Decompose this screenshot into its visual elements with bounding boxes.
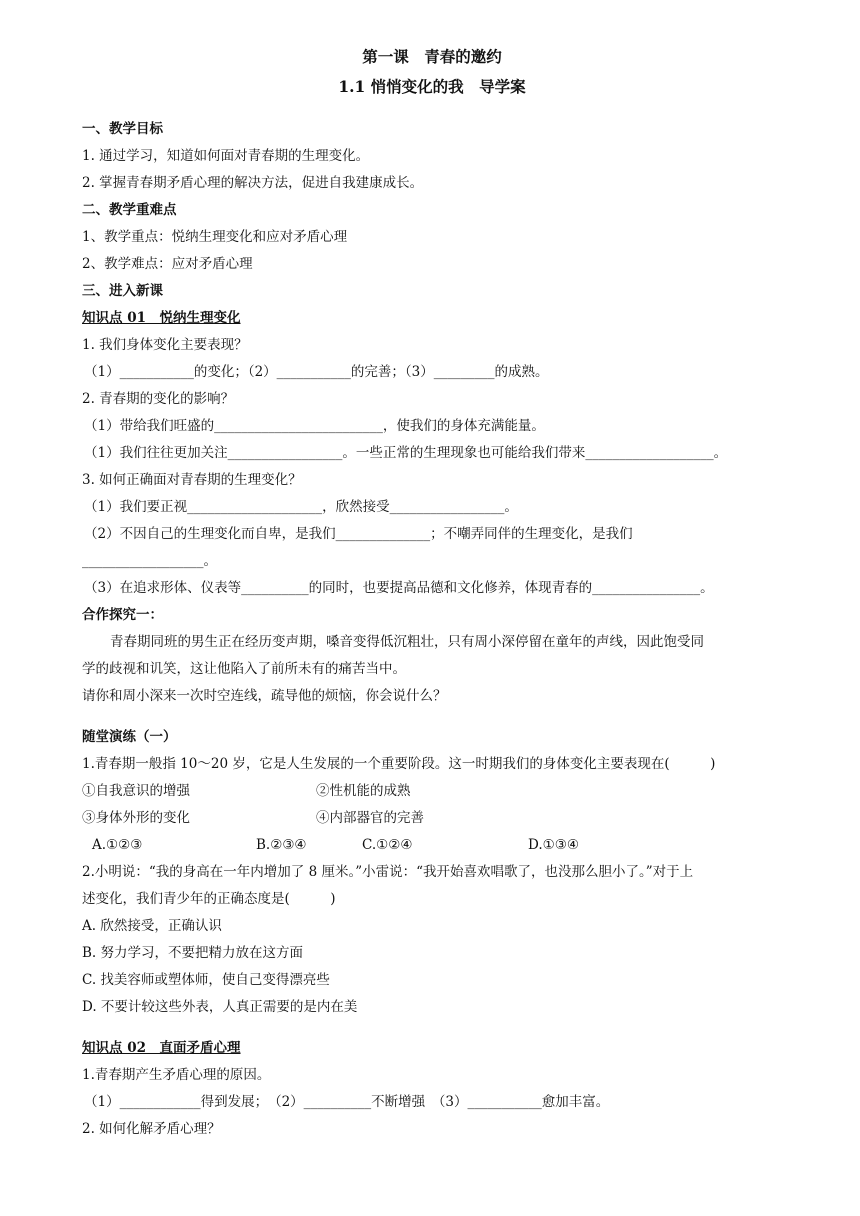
cooperative-inquiry-prompt: 请你和周小深来一次时空连线，疏导他的烦恼，你会说什么？ bbox=[82, 688, 447, 704]
kp2-question-1: 1.青春期产生矛盾心理的原因。 bbox=[82, 1067, 271, 1083]
question-3-answer-1: （1）我们要正视____________________，欣然接受_________________。 bbox=[84, 499, 518, 515]
worksheet bbox=[82, 42, 782, 1143]
exercise-1-choices bbox=[82, 832, 782, 859]
cooperative-inquiry-text: 青春期同班的男生正在经历变声期，嗓音变得低沉粗壮，只有周小深停留在童年的声线，因此饱受同 bbox=[110, 634, 704, 650]
exercise-1-option: ③身体外形的变化 bbox=[82, 810, 190, 826]
question-2-answer-2: （1）我们往往更加关注_________________。一些正常的生理现象也可能给我们带来___________________。 bbox=[84, 445, 728, 461]
kp2-question-1-blanks: （1）____________得到发展； （2）__________不断增强 （3）___________愈加丰富。 bbox=[84, 1094, 610, 1110]
choice-d: D. 不要计较这些外表，人真正需要的是内在美 bbox=[82, 999, 358, 1015]
question-1: 1. 我们身体变化主要表现？ bbox=[82, 337, 248, 353]
objective-item: 1. 通过学习，知道如何面对青春期的生理变化。 bbox=[82, 148, 370, 164]
exercise-1-option: ④内部器官的完善 bbox=[316, 810, 424, 826]
exercise-2-stem: 2.小明说：“我的身高在一年内增加了 8 厘米。”小雷说：“我开始喜欢唱歌了，也没那么胆小了。”对于上 bbox=[82, 864, 694, 880]
cooperative-inquiry-text: 学的歧视和讥笑，这让他陷入了前所未有的痛苦当中。 bbox=[82, 661, 406, 677]
key-point-item: 1、教学重点：悦纳生理变化和应对矛盾心理 bbox=[82, 229, 348, 245]
exercise-1-option: ①自我意识的增强 bbox=[82, 783, 190, 799]
choice-d: D.①③④ bbox=[528, 837, 579, 853]
question-3-answer-2-cont: __________________。 bbox=[82, 553, 217, 569]
choice-b: B. 努力学习，不要把精力放在这方面 bbox=[82, 945, 304, 961]
choice-a: A. 欣然接受，正确认识 bbox=[82, 918, 222, 934]
page-subtitle: 1.1 悄悄变化的我 导学案 bbox=[338, 77, 526, 96]
exercise-1-options-row bbox=[82, 778, 782, 805]
question-3-answer-2: （2）不因自己的生理变化而自卑，是我们______________；不嘲弄同伴的生理变化，是我们 bbox=[84, 526, 633, 542]
choice-c: C. 找美容师或塑体师，使自己变得漂亮些 bbox=[82, 972, 330, 988]
page-title: 第一课 青春的邀约 bbox=[362, 47, 502, 66]
exercise-1-option: ②性机能的成熟 bbox=[316, 783, 411, 799]
exercise-1-options-row bbox=[82, 805, 782, 832]
kp2-question-2: 2. 如何化解矛盾心理？ bbox=[82, 1121, 221, 1137]
section-heading-new-lesson: 三、进入新课 bbox=[82, 283, 163, 299]
cooperative-inquiry-heading: 合作探究一： bbox=[82, 607, 163, 623]
exercise-heading: 随堂演练（一） bbox=[82, 729, 177, 745]
objective-item: 2. 掌握青春期矛盾心理的解决方法，促进自我建康成长。 bbox=[82, 175, 424, 191]
section-heading-key-points: 二、教学重难点 bbox=[82, 202, 177, 218]
question-3-answer-3: （3）在追求形体、仪表等__________的同时，也要提高品德和文化修养，体现青春的________________。 bbox=[84, 580, 714, 596]
choice-b: B.②③④ bbox=[256, 837, 307, 853]
knowledge-point-1-heading: 知识点 01 悦纳生理变化 bbox=[82, 310, 241, 326]
knowledge-point-2-heading: 知识点 02 直面矛盾心理 bbox=[82, 1040, 241, 1056]
exercise-2-stem-cont: 述变化，我们青少年的正确态度是( ) bbox=[82, 891, 336, 907]
key-point-item: 2、教学难点：应对矛盾心理 bbox=[82, 256, 253, 272]
question-2: 2. 青春期的变化的影响？ bbox=[82, 391, 235, 407]
choice-c: C.①②④ bbox=[362, 837, 413, 853]
choice-a: A.①②③ bbox=[92, 837, 143, 853]
question-2-answer-1: （1）带给我们旺盛的_________________________，使我们的身体充满能量。 bbox=[84, 418, 545, 434]
question-3: 3. 如何正确面对青春期的生理变化？ bbox=[82, 472, 302, 488]
question-1-blanks: （1）___________的变化；（2）___________的完善；（3）_________的成熟。 bbox=[84, 364, 549, 380]
section-heading-objectives: 一、教学目标 bbox=[82, 121, 163, 137]
exercise-1-stem: 1.青春期一般指 10～20 岁，它是人生发展的一个重要阶段。这一时期我们的身体变化主要表现在( ) bbox=[82, 756, 716, 772]
